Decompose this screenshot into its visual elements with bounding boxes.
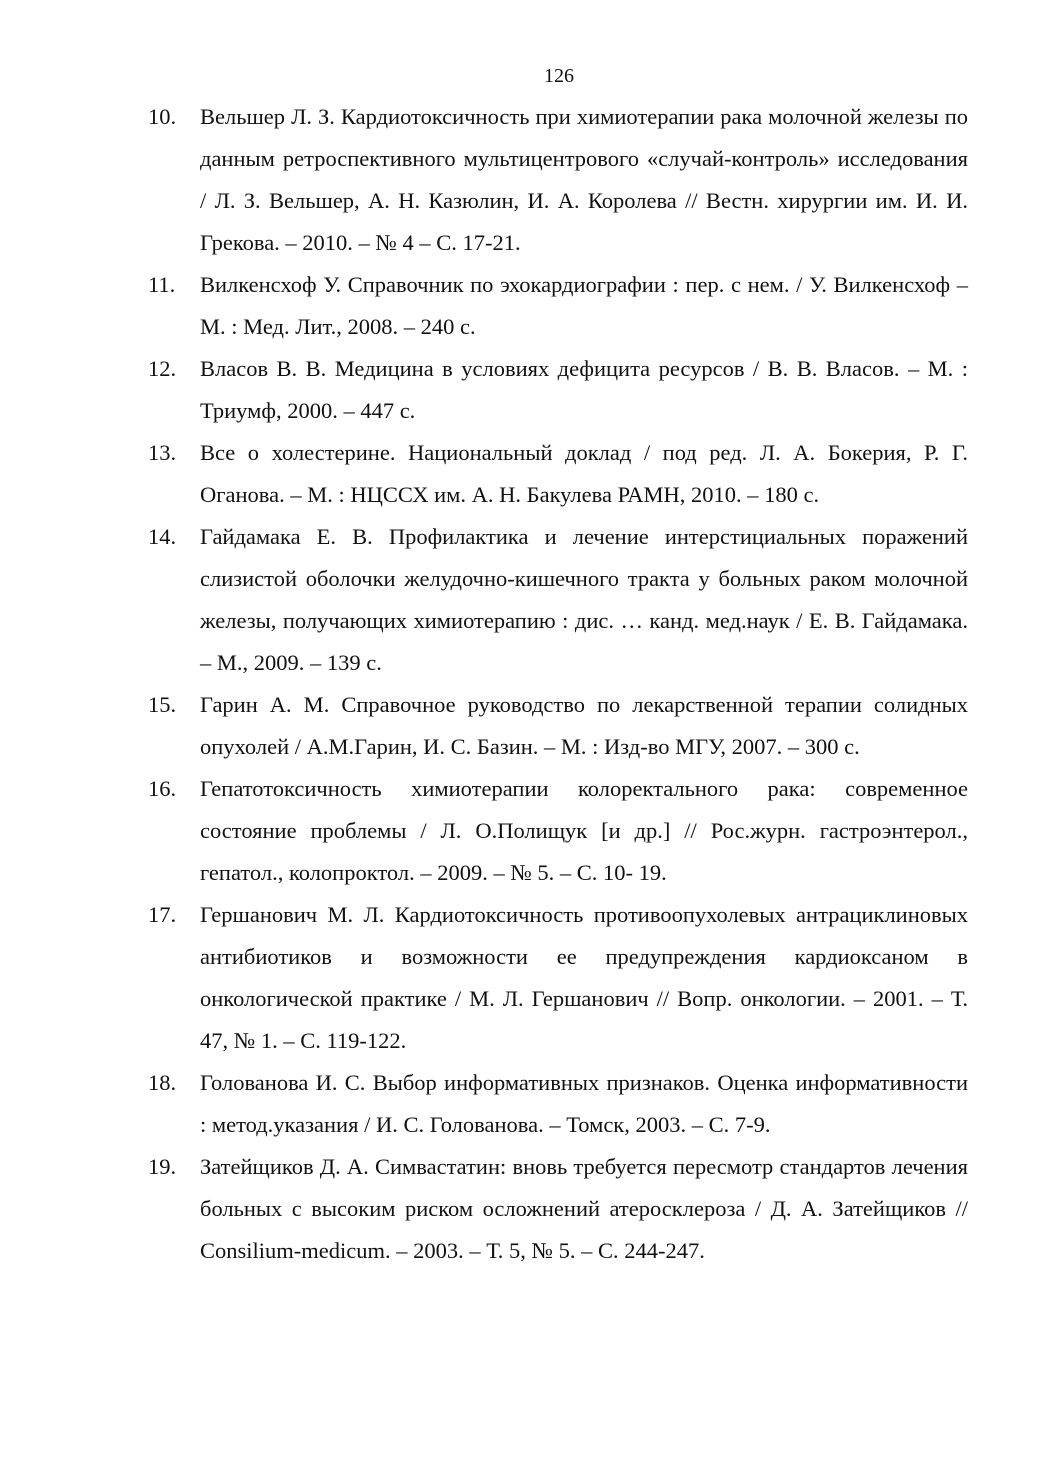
reference-item [148,516,968,684]
reference-number: 19. [148,1154,177,1179]
reference-number: 15. [148,692,177,717]
reference-list [148,96,968,1272]
reference-text: Затейщиков Д. А. Симвастатин: вновь требуется пересмотр стандартов лечения больных с высоким риском осложнений атеросклероза / Д. А. Затейщиков // Consilium-medicum. – 2003. – Т. 5, № 5. – С. 244-247. [200,1154,968,1263]
reference-number: 10. [148,104,177,129]
reference-text: Гайдамака Е. В. Профилактика и лечение интерстициальных поражений слизистой оболочки желудочно-кишечного тракта у больных раком молочной железы, получающих химиотерапию : дис. … канд. мед.наук / Е. В. Гайдамака. – М., 2009. – 139 с. [200,524,968,675]
reference-item [148,768,968,894]
reference-item [148,96,968,264]
page-number: 126 [544,65,574,87]
reference-text: Власов В. В. Медицина в условиях дефицита ресурсов / В. В. Власов. – М. : Триумф, 2000. – 447 с. [200,356,968,423]
reference-text: Все о холестерине. Национальный доклад / под ред. Л. А. Бокерия, Р. Г. Оганова. – М. : НЦССХ им. А. Н. Бакулева РАМН, 2010. – 180 с. [200,440,968,507]
reference-item [148,1062,968,1146]
reference-item [148,1146,968,1272]
reference-number: 12. [148,356,177,381]
reference-text: Гарин А. М. Справочное руководство по лекарственной терапии солидных опухолей / А.М.Гарин, И. С. Базин. – М. : Изд-во МГУ, 2007. – 300 с. [200,692,968,759]
reference-text: Вилкенсхоф У. Справочник по эхокардиографии : пер. с нем. / У. Вилкенсхоф – М. : Мед. Лит., 2008. – 240 с. [200,272,968,339]
reference-item [148,894,968,1062]
reference-text: Гепатотоксичность химиотерапии колоректального рака: современное состояние проблемы / Л. О.Полищук [и др.] // Рос.журн. гастроэнтерол., гепатол., колопроктол. – 2009. – № 5. – С. 10- 19. [200,776,968,885]
reference-number: 17. [148,902,177,927]
reference-text: Гершанович М. Л. Кардиотоксичность противоопухолевых антрациклиновых антибиотиков и возможности ее предупреждения кардиоксаном в онкологической практике / М. Л. Гершанович // Вопр. онкологии. – 2001. – Т. 47, № 1. – С. 119-122. [200,902,968,1053]
reference-text: Вельшер Л. З. Кардиотоксичность при химиотерапии рака молочной железы по данным ретроспективного мультицентрового «случай-контроль» исследования / Л. З. Вельшер, А. Н. Казюлин, И. А. Королева // Вестн. хирургии им. И. И. Грекова. – 2010. – № 4 – С. 17-21. [200,104,968,255]
reference-item [148,432,968,516]
reference-item [148,348,968,432]
reference-item [148,684,968,768]
reference-number: 18. [148,1070,177,1095]
reference-number: 13. [148,440,177,465]
reference-number: 11. [148,272,176,297]
reference-number: 16. [148,776,177,801]
reference-number: 14. [148,524,177,549]
reference-item [148,264,968,348]
reference-text: Голованова И. С. Выбор информативных признаков. Оценка информативности : метод.указания / И. С. Голованова. – Томск, 2003. – С. 7-9. [200,1070,968,1137]
